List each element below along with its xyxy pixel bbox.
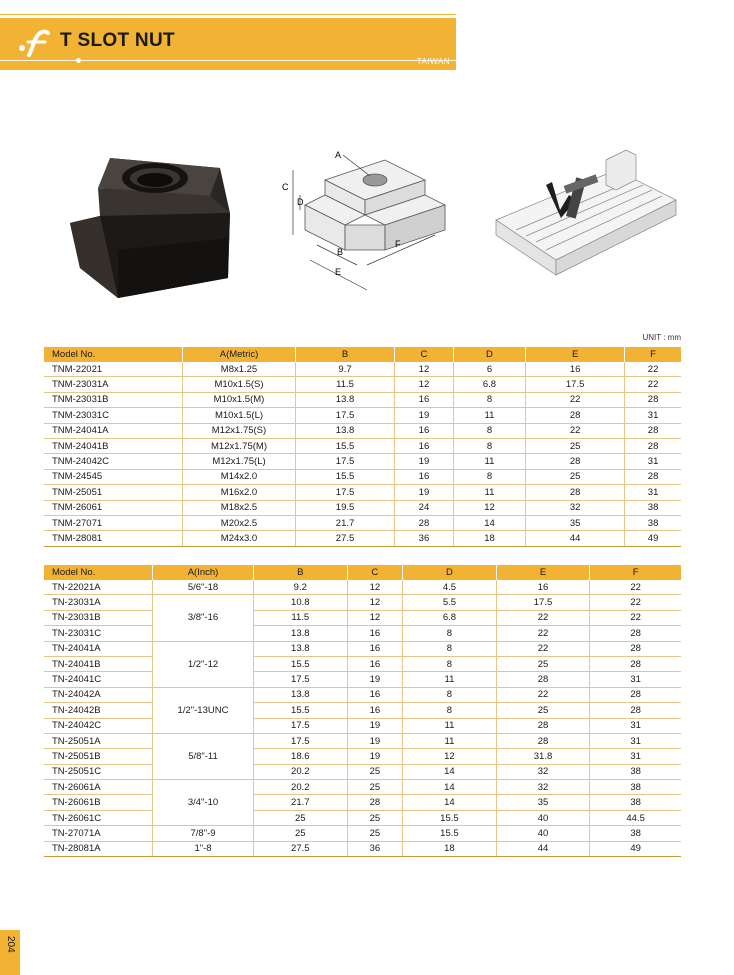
table-cell: 25 (496, 703, 590, 718)
table-cell: 35 (526, 515, 625, 530)
header-cell: D (403, 565, 497, 580)
table-cell: TNM-24545 (44, 469, 183, 484)
thread-size-cell: 1"-8 (153, 841, 254, 856)
table-row (44, 423, 681, 438)
table-cell: M10x1.5(S) (183, 377, 296, 392)
table-cell: 38 (590, 780, 681, 795)
table-cell: 44 (496, 841, 590, 856)
table-row (44, 408, 681, 423)
table-cell: TN-25051B (44, 749, 153, 764)
table-row (44, 438, 681, 453)
table-cell: 18 (453, 531, 525, 546)
table-cell: TN-26061B (44, 795, 153, 810)
table-cell: 15.5 (254, 656, 348, 671)
table-cell: 40 (496, 826, 590, 841)
table-cell: 31 (625, 485, 681, 500)
metric-table-header (44, 347, 681, 362)
table-cell: 36 (347, 841, 403, 856)
table-cell: TNM-26061 (44, 500, 183, 515)
table-cell: TN-26061A (44, 780, 153, 795)
table-row (44, 703, 681, 718)
table-cell: 8 (403, 626, 497, 641)
table-cell: M24x3.0 (183, 531, 296, 546)
table-cell: TNM-22021 (44, 362, 183, 377)
table-cell: 11.5 (254, 610, 348, 625)
table-cell: TN-23031C (44, 626, 153, 641)
table-cell: 11 (403, 733, 497, 748)
table-cell: 14 (453, 515, 525, 530)
table-cell: 11 (453, 485, 525, 500)
table-cell: 22 (496, 687, 590, 702)
table-row (44, 362, 681, 377)
table-row (44, 764, 681, 779)
table-cell: 28 (526, 454, 625, 469)
table-cell: TNM-24041B (44, 438, 183, 453)
table-cell: 28 (590, 626, 681, 641)
table-cell: M10x1.5(L) (183, 408, 296, 423)
table-cell: 4.5 (403, 580, 497, 595)
table-cell: 25 (347, 826, 403, 841)
table-row (44, 841, 681, 856)
table-cell: 19 (347, 733, 403, 748)
table-row (44, 515, 681, 530)
table-cell: 49 (590, 841, 681, 856)
table-cell: 28 (625, 438, 681, 453)
table-cell: 16 (347, 656, 403, 671)
table-cell: 10.8 (254, 595, 348, 610)
table-cell: TN-24042C (44, 718, 153, 733)
thread-size-cell: 3/8"-16 (153, 595, 254, 641)
table-cell: M10x1.5(M) (183, 392, 296, 407)
table-cell: 8 (453, 392, 525, 407)
table-cell: 19 (347, 718, 403, 733)
header-rule-dot (76, 58, 81, 63)
table-cell: 11.5 (296, 377, 395, 392)
table-cell: 12 (453, 500, 525, 515)
table-cell: 38 (590, 795, 681, 810)
header-cell: F (590, 565, 681, 580)
table-cell: 13.8 (254, 626, 348, 641)
table-cell: TNM-23031C (44, 408, 183, 423)
header-cell: D (453, 347, 525, 362)
table-cell: 31 (625, 408, 681, 423)
table-row (44, 392, 681, 407)
table-cell: 8 (453, 469, 525, 484)
table-row (44, 531, 681, 546)
table-cell: 25 (254, 810, 348, 825)
table-cell: 28 (496, 672, 590, 687)
usage-illustration (486, 140, 681, 290)
table-cell: 31 (590, 749, 681, 764)
diagram-label-d: D (297, 197, 304, 207)
table-cell: 8 (403, 656, 497, 671)
header-cell: C (347, 565, 403, 580)
table-cell: TNM-27071 (44, 515, 183, 530)
table-cell: M12x1.75(L) (183, 454, 296, 469)
table-cell: 12 (395, 362, 454, 377)
table-cell: 28 (496, 718, 590, 733)
table-row (44, 795, 681, 810)
table-row (44, 672, 681, 687)
table-cell: TN-24041C (44, 672, 153, 687)
table-cell: 8 (453, 423, 525, 438)
unit-label: UNIT : mm (642, 333, 681, 342)
table-cell: M14x2.0 (183, 469, 296, 484)
table-cell: 38 (590, 826, 681, 841)
table-cell: TNM-23031B (44, 392, 183, 407)
table-cell: TN-25051C (44, 764, 153, 779)
table-row (44, 733, 681, 748)
table-cell: 14 (403, 780, 497, 795)
table-cell: 18.6 (254, 749, 348, 764)
table-cell: 14 (403, 795, 497, 810)
table-cell: 27.5 (296, 531, 395, 546)
header-cell: B (254, 565, 348, 580)
header-cell: C (395, 347, 454, 362)
table-cell: 31 (590, 672, 681, 687)
table-cell: 15.5 (403, 810, 497, 825)
table-cell: 16 (395, 423, 454, 438)
thread-size-cell: 3/4"-10 (153, 780, 254, 826)
table-cell: 31 (625, 454, 681, 469)
table-cell: 19 (395, 485, 454, 500)
table-cell: 16 (395, 392, 454, 407)
inch-spec-table (44, 565, 681, 857)
table-cell: 16 (496, 580, 590, 595)
table-cell: M12x1.75(M) (183, 438, 296, 453)
table-row (44, 718, 681, 733)
table-cell: 27.5 (254, 841, 348, 856)
table-cell: TNM-24042C (44, 454, 183, 469)
table-cell: TNM-23031A (44, 377, 183, 392)
table-row (44, 500, 681, 515)
table-cell: TN-26061C (44, 810, 153, 825)
table-cell: 12 (347, 610, 403, 625)
table-cell: 21.7 (254, 795, 348, 810)
table-cell: 44 (526, 531, 625, 546)
table-cell: M8x1.25 (183, 362, 296, 377)
table-cell: TN-25051A (44, 733, 153, 748)
table-cell: 13.8 (296, 423, 395, 438)
table-cell: 6.8 (403, 610, 497, 625)
table-cell: 31 (590, 718, 681, 733)
header-cell: E (526, 347, 625, 362)
table-cell: 19 (347, 672, 403, 687)
table-cell: 17.5 (254, 672, 348, 687)
table-cell: 28 (526, 408, 625, 423)
header-cell: Model No. (44, 347, 183, 362)
table-cell: 25 (347, 780, 403, 795)
table-cell: 25 (347, 764, 403, 779)
table-cell: 13.8 (296, 392, 395, 407)
dimension-diagram (275, 140, 450, 300)
table-cell: 28 (590, 656, 681, 671)
table-cell: 38 (625, 515, 681, 530)
table-cell: 28 (625, 469, 681, 484)
table-cell: 15.5 (296, 469, 395, 484)
table-row (44, 485, 681, 500)
thread-size-cell: 5/6"-18 (153, 580, 254, 595)
table-row (44, 377, 681, 392)
page-number-tab (0, 930, 20, 975)
table-cell: 38 (625, 500, 681, 515)
table-cell: TNM-28081 (44, 531, 183, 546)
table-cell: 36 (395, 531, 454, 546)
table-cell: M20x2.5 (183, 515, 296, 530)
table-cell: 17.5 (254, 733, 348, 748)
table-cell: 16 (526, 362, 625, 377)
table-cell: 28 (395, 515, 454, 530)
table-cell: TN-23031B (44, 610, 153, 625)
table-cell: TN-23031A (44, 595, 153, 610)
table-cell: TN-24042A (44, 687, 153, 702)
table-cell: 19 (347, 749, 403, 764)
table-cell: 12 (403, 749, 497, 764)
table-cell: 12 (347, 580, 403, 595)
inch-table-header (44, 565, 681, 580)
table-cell: 19 (395, 408, 454, 423)
header-cell: A(Inch) (153, 565, 254, 580)
table-cell: 9.2 (254, 580, 348, 595)
table-row (44, 595, 681, 610)
table-cell: 16 (347, 703, 403, 718)
table-cell: 8 (403, 641, 497, 656)
table-cell: TN-24041B (44, 656, 153, 671)
table-cell: 15.5 (296, 438, 395, 453)
table-cell: M16x2.0 (183, 485, 296, 500)
table-cell: 32 (496, 780, 590, 795)
table-cell: 8 (453, 438, 525, 453)
table-cell: 25 (496, 656, 590, 671)
thread-size-cell: 7/8"-9 (153, 826, 254, 841)
table-cell: TN-24041A (44, 641, 153, 656)
table-row (44, 810, 681, 825)
table-cell: 22 (526, 392, 625, 407)
thread-size-cell: 5/8"-11 (153, 733, 254, 779)
table-cell: 22 (496, 610, 590, 625)
table-row (44, 610, 681, 625)
table-cell: 5.5 (403, 595, 497, 610)
table-row (44, 749, 681, 764)
table-cell: 28 (590, 687, 681, 702)
table-row (44, 580, 681, 595)
table-cell: 8 (403, 703, 497, 718)
table-cell: 19 (395, 454, 454, 469)
page-number: 204 (5, 936, 16, 953)
table-cell: 16 (395, 438, 454, 453)
table-cell: TN-28081A (44, 841, 153, 856)
table-row (44, 687, 681, 702)
table-cell: 16 (347, 641, 403, 656)
table-cell: TN-24042B (44, 703, 153, 718)
table-cell: 17.5 (526, 377, 625, 392)
table-row (44, 826, 681, 841)
table-cell: 28 (496, 733, 590, 748)
table-cell: 17.5 (296, 485, 395, 500)
table-cell: 14 (403, 764, 497, 779)
table-cell: 13.8 (254, 641, 348, 656)
table-cell: 17.5 (496, 595, 590, 610)
diagram-label-c: C (282, 182, 289, 192)
table-cell: 17.5 (296, 454, 395, 469)
diagram-label-f: F (395, 239, 401, 249)
table-cell: 6.8 (453, 377, 525, 392)
table-cell: 25 (526, 469, 625, 484)
table-row (44, 656, 681, 671)
table-cell: 44.5 (590, 810, 681, 825)
table-cell: 18 (403, 841, 497, 856)
table-cell: 16 (347, 687, 403, 702)
table-cell: 20.2 (254, 764, 348, 779)
table-cell: 17.5 (296, 408, 395, 423)
table-cell: 31.8 (496, 749, 590, 764)
header-cell: Model No. (44, 565, 153, 580)
table-cell: 19.5 (296, 500, 395, 515)
table-cell: M18x2.5 (183, 500, 296, 515)
table-row (44, 641, 681, 656)
table-cell: 25 (347, 810, 403, 825)
table-cell: 15.5 (403, 826, 497, 841)
table-cell: 22 (496, 626, 590, 641)
table-cell: 24 (395, 500, 454, 515)
table-cell: 22 (625, 377, 681, 392)
table-cell: TNM-25051 (44, 485, 183, 500)
page-title: T SLOT NUT (60, 30, 175, 51)
table-cell: 22 (526, 423, 625, 438)
metric-spec-table (44, 347, 681, 547)
thread-size-cell: 1/2"-12 (153, 641, 254, 687)
table-cell: 15.5 (254, 703, 348, 718)
table-cell: TN-22021A (44, 580, 153, 595)
diagram-label-e: E (335, 267, 342, 277)
table-cell: 28 (625, 423, 681, 438)
table-cell: 28 (526, 485, 625, 500)
table-cell: 22 (590, 580, 681, 595)
diagram-label-b: B (337, 247, 344, 257)
table-cell: 17.5 (254, 718, 348, 733)
header-cell: B (296, 347, 395, 362)
country-label: TAIWAN (416, 57, 450, 66)
table-cell: 22 (496, 641, 590, 656)
table-cell: 38 (590, 764, 681, 779)
table-cell: 32 (526, 500, 625, 515)
header-cell: F (625, 347, 681, 362)
header-top-line (0, 14, 456, 15)
table-cell: 22 (625, 362, 681, 377)
table-cell: M12x1.75(S) (183, 423, 296, 438)
table-cell: 6 (453, 362, 525, 377)
table-row (44, 780, 681, 795)
table-cell: 8 (403, 687, 497, 702)
table-cell: 35 (496, 795, 590, 810)
table-cell: 28 (590, 641, 681, 656)
table-cell: 11 (403, 672, 497, 687)
header-cell: E (496, 565, 590, 580)
table-cell: 11 (453, 454, 525, 469)
diagram-label-a: A (335, 150, 342, 160)
table-cell: 12 (395, 377, 454, 392)
table-cell: TNM-24041A (44, 423, 183, 438)
table-cell: 20.2 (254, 780, 348, 795)
table-cell: 22 (590, 595, 681, 610)
table-cell: 22 (590, 610, 681, 625)
thread-size-cell: 1/2"-13UNC (153, 687, 254, 733)
table-cell: 13.8 (254, 687, 348, 702)
table-row (44, 626, 681, 641)
table-cell: TN-27071A (44, 826, 153, 841)
brand-logo-icon (17, 28, 51, 58)
table-cell: 31 (590, 733, 681, 748)
table-cell: 16 (347, 626, 403, 641)
table-cell: 9.7 (296, 362, 395, 377)
table-cell: 25 (526, 438, 625, 453)
table-cell: 16 (395, 469, 454, 484)
table-cell: 28 (625, 392, 681, 407)
table-cell: 32 (496, 764, 590, 779)
table-cell: 40 (496, 810, 590, 825)
table-cell: 28 (347, 795, 403, 810)
table-row (44, 469, 681, 484)
table-cell: 12 (347, 595, 403, 610)
table-cell: 25 (254, 826, 348, 841)
table-cell: 21.7 (296, 515, 395, 530)
t-slot-nut-photo (70, 158, 240, 298)
table-row (44, 454, 681, 469)
table-cell: 11 (453, 408, 525, 423)
table-cell: 11 (403, 718, 497, 733)
header-rule (0, 60, 456, 61)
table-cell: 49 (625, 531, 681, 546)
table-cell: 28 (590, 703, 681, 718)
header-cell: A(Metric) (183, 347, 296, 362)
